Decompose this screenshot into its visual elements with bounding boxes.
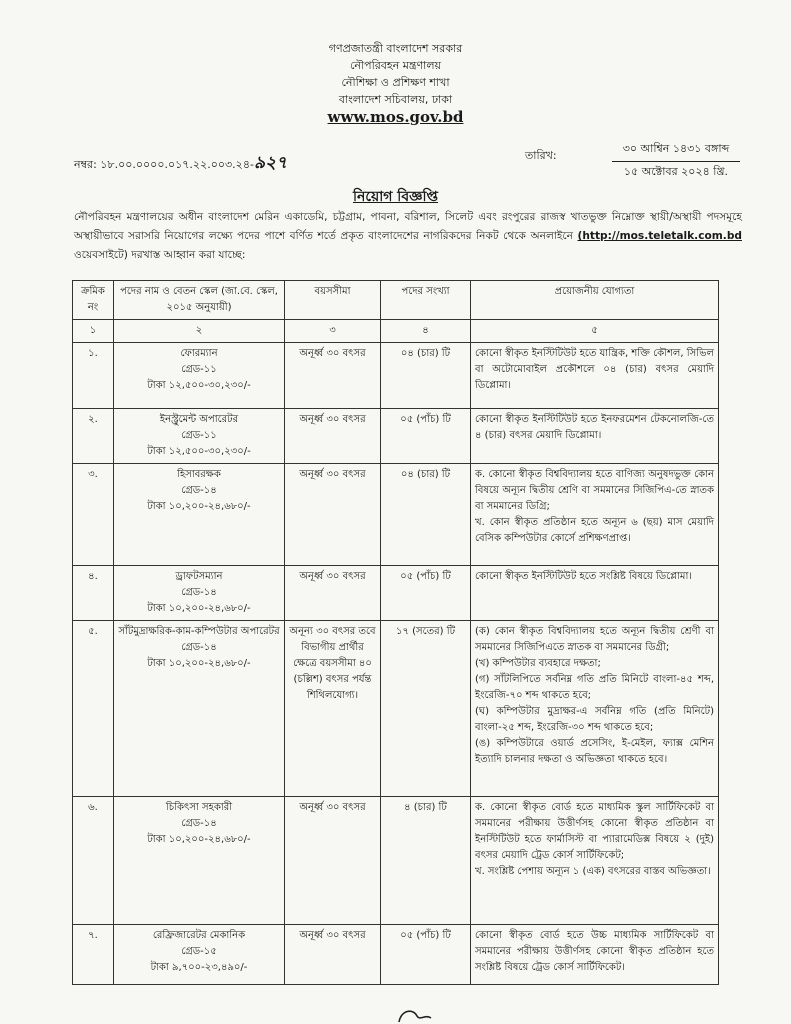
post-line: সাঁটমুদ্রাক্ষরিক-কাম-কম্পিউটার অপারেটর: [118, 626, 280, 637]
row-post-count: ০৪ (চার) টি: [381, 343, 471, 409]
row-age-limit: অনূর্ধ্ব ৩০ বৎসর: [285, 925, 381, 985]
row-post: [114, 409, 285, 464]
row-post: [114, 464, 285, 566]
qualification-line: কোনো স্বীকৃত ইনস্টিটিউট হতে সংশ্লিষ্ট বিষয়ে ডিপ্লোমা।: [475, 571, 692, 582]
post-line: টাকা ১০,২০০-২৪,৬৮০/-: [147, 501, 251, 512]
header-count: পদের সংখ্যা: [381, 281, 471, 320]
qualification-line: (ঘ) কম্পিউটার মুদ্রাক্ষর-এ সর্বনিম্ন গতি (প্রতি মিনিটে) বাংলা-২৫ শব্দ, ইংরেজি-৩০ শব্দ থাকতে হবে;: [475, 706, 714, 733]
office-location: বাংলাদেশ সচিবালয়, ঢাকা: [338, 93, 453, 106]
qualification-line: (ঙ) কম্পিউটারে ওয়ার্ড প্রসেসিং, ই-মেইল, ফ্যাক্স মেশিন ইত্যাদি চালনার দক্ষতা ও অভিজ্ঞতা থাকতে হবে।: [475, 738, 714, 765]
row-post: [114, 797, 285, 925]
qualification-line: কোনো স্বীকৃত বোর্ড হতে উচ্চ মাধ্যমিক সার্টিফিকেট বা সমমানের পরীক্ষায় উত্তীর্ণসহ কোনো স্বীকৃত প্রতিষ্ঠান হতে সংশ্লিষ্ট বিষয়ে ট্রেড কোর্স সার্টিফিকেট।: [475, 930, 714, 973]
notice-title: [0, 185, 791, 209]
row-age-limit: অনূর্ধ্ব ৩০ বৎসর: [285, 343, 381, 409]
column-number: ৫: [471, 320, 719, 343]
table-row: [73, 925, 719, 985]
post-line: হিসাবরক্ষক: [177, 469, 221, 480]
post-line: রেফ্রিজারেটর মেকানিক: [152, 930, 246, 941]
row-qualification: [471, 925, 719, 985]
qualification-line: কোনো স্বীকৃত ইনস্টিটিউট হতে ইনফরমেশন টেকনোলজি-তে ৪ (চার) বৎসর মেয়াদি ডিপ্লোমা।: [475, 414, 714, 441]
table-row: [73, 566, 719, 621]
qualification-line: (খ) কম্পিউটার ব্যবহারে দক্ষতা;: [475, 658, 601, 669]
column-number: ৪: [381, 320, 471, 343]
row-serial: ৬.: [73, 797, 114, 925]
signature-mark: [395, 1006, 435, 1024]
date-label: তারিখ:: [525, 149, 557, 162]
post-line: গ্রেড-১১: [181, 430, 217, 441]
letterhead: [0, 40, 791, 126]
website-link[interactable]: www.mos.gov.bd: [327, 108, 464, 126]
row-age-limit: অনূর্ধ্ব ৩০ বৎসর: [285, 566, 381, 621]
qualification-line: (ক) কোন স্বীকৃত বিশ্ববিদ্যালয় হতে অন্যূন দ্বিতীয় শ্রেণী বা সমমানের সিজিপিএতে স্নাতক বা সমমানের ডিগ্রী;: [475, 626, 714, 653]
row-serial: ২.: [73, 409, 114, 464]
post-line: টাকা ১০,২০০-২৪,৬৮০/-: [147, 658, 251, 669]
table-row: [73, 409, 719, 464]
post-line: টাকা ১২,৫০০-৩০,২৩০/-: [147, 380, 251, 391]
qualification-line: (গ) সাঁটলিপিতে সর্বনিম্ন গতি প্রতি মিনিটে বাংলা-৪৫ শব্দ, ইংরেজি-৭০ শব্দ থাকতে হবে;: [475, 674, 714, 701]
row-post-count: ০৪ (চার) টি: [381, 464, 471, 566]
post-line: গ্রেড-১১: [181, 364, 217, 375]
table-row: [73, 797, 719, 925]
row-serial: ৩.: [73, 464, 114, 566]
notice-title-text: নিয়োগ বিজ্ঞপ্তি: [352, 189, 439, 205]
header-qualification: প্রয়োজনীয় যোগ্যতা: [471, 281, 719, 320]
column-number: ২: [114, 320, 285, 343]
qualification-line: কোনো স্বীকৃত ইনস্টিটিউট হতে যান্ত্রিক, শক্তি কৌশল, সিভিল বা অটোমোবাইল প্রকৌশলে ০৪ (চার) বৎসর মেয়াদি ডিপ্লোমা।: [475, 348, 714, 391]
ministry-name: নৌপরিবহন মন্ত্রণালয়: [349, 59, 442, 72]
row-qualification: [471, 464, 719, 566]
section-name: নৌশিক্ষা ও প্রশিক্ষণ শাখা: [341, 76, 450, 89]
recruitment-table: [72, 280, 719, 985]
table-row: [73, 621, 719, 797]
post-line: গ্রেড-১৪: [181, 587, 217, 598]
row-serial: ১.: [73, 343, 114, 409]
row-qualification: [471, 409, 719, 464]
row-qualification: [471, 621, 719, 797]
row-age-limit: অনূর্ধ্ব ৩০ বৎসর: [285, 797, 381, 925]
government-name: গণপ্রজাতন্ত্রী বাংলাদেশ সরকার: [328, 42, 463, 55]
table-row: [73, 343, 719, 409]
date-gregorian: ১৫ অক্টোবর ২০২৪ খ্রি.: [623, 165, 729, 178]
row-age-limit: অনূর্ধ্ব ৩০ বৎসর: [285, 409, 381, 464]
column-number-row: [73, 320, 719, 343]
row-post-count: ০৫ (পাঁচ) টি: [381, 925, 471, 985]
memo-number: [74, 150, 287, 178]
row-age-limit: অনূন্য ৩০ বৎসর তবে বিভাগীয় প্রার্থীর ক্ষেত্রে বয়সসীমা ৪০ (চল্লিশ) বৎসর পর্যন্ত শিথিলযোগ্য।: [285, 621, 381, 797]
teletalk-link[interactable]: (http://mos.teletalk.com.bd: [577, 230, 742, 242]
row-serial: ৪.: [73, 566, 114, 621]
memo-number-text: নম্বর: ১৮.০০.০০০০.০১৭.২২.০০৩.২৪-: [74, 158, 254, 171]
row-serial: ৫.: [73, 621, 114, 797]
post-line: গ্রেড-১৪: [181, 642, 217, 653]
row-qualification: [471, 797, 719, 925]
row-post: [114, 621, 285, 797]
post-line: টাকা ১০,২০০-২৪,৬৮০/-: [147, 603, 251, 614]
intro-paragraph: [74, 208, 742, 265]
post-line: ড্রাফটসম্যান: [175, 571, 223, 582]
post-line: টাকা ১০,২০০-২৪,৬৮০/-: [147, 834, 251, 845]
column-number: ৩: [285, 320, 381, 343]
date-bangla: ৩০ আশ্বিন ১৪৩১ বঙ্গাব্দ: [612, 140, 740, 162]
qualification-line: ক. কোনো স্বীকৃত বোর্ড হতে মাধ্যমিক স্কুল সার্টিফিকেট বা সমমানের পরীক্ষায় উত্তীর্ণসহ কোনো স্বীকৃত প্রতিষ্ঠান বা ইনস্টিটিউট হতে ফার্মাসিস্ট বা প্যারামেডিক্স বিষয়ে ২ (দুই) বৎসর মেয়াদি ট্রেড কোর্স সার্টিফিকেট;: [475, 802, 714, 861]
table-header-row: [73, 281, 719, 320]
intro-tail: ওয়েবসাইটে) দরখাস্ত আহ্বান করা যাচ্ছে:: [74, 249, 246, 261]
row-qualification: [471, 343, 719, 409]
row-serial: ৭.: [73, 925, 114, 985]
qualification-line: খ. কোন স্বীকৃত প্রতিষ্ঠান হতে অন্যূন ৬ (ছয়) মাস মেয়াদি বেসিক কম্পিউটার কোর্সে প্রশিক্ষণপ্রাপ্ত।: [475, 517, 714, 544]
post-line: ফোরম্যান: [180, 348, 218, 359]
row-post-count: ০৫ (পাঁচ) টি: [381, 409, 471, 464]
row-age-limit: অনূর্ধ্ব ৩০ বৎসর: [285, 464, 381, 566]
row-post: [114, 925, 285, 985]
post-line: গ্রেড-১৪: [181, 818, 217, 829]
row-post-count: ৪ (চার) টি: [381, 797, 471, 925]
memo-handwritten-suffix: ৯২৭: [253, 153, 288, 173]
table-row: [73, 464, 719, 566]
post-line: গ্রেড-১৪: [181, 485, 217, 496]
column-number: ১: [73, 320, 114, 343]
header-serial: ক্রমিক নং: [73, 281, 114, 320]
row-post-count: ০৫ (পাঁচ) টি: [381, 566, 471, 621]
row-post: [114, 566, 285, 621]
row-post: [114, 343, 285, 409]
qualification-line: ক. কোনো স্বীকৃত বিশ্ববিদ্যালয় হতে বাণিজ্য অনুষদভুক্ত কোন বিষয়ে অন্যূন দ্বিতীয় শ্রেণি বা সমমানের সিজিপিএ-তে স্নাতক বা সমমানের ডিগ্রি;: [475, 469, 714, 512]
intro-text: নৌপরিবহন মন্ত্রণালয়ের অধীন বাংলাদেশ মেরিন একাডেমি, চট্টগ্রাম, পাবনা, বরিশাল, সিলেট এবং রংপুরের রাজস্ব খাতভুক্ত নিম্নোক্ত স্থায়ী/অস্থায়ী পদসমূহে অস্থায়ীভাবে সরাসরি নিয়োগের লক্ষ্যে পদের পাশে বর্ণিত শর্তে প্রকৃত বাংলাদেশের নাগরিকদের নিকট থেকে অনলাইনে: [74, 211, 742, 242]
post-line: টাকা ৯,৭০০-২৩,৪৯০/-: [150, 962, 248, 973]
row-qualification: [471, 566, 719, 621]
row-post-count: ১৭ (সতের) টি: [381, 621, 471, 797]
post-line: টাকা ১২,৫০০-৩০,২৩০/-: [147, 446, 251, 457]
post-line: চিকিৎসা সহকারী: [165, 802, 233, 813]
header-age: বয়সসীমা: [285, 281, 381, 320]
qualification-line: খ. সংশ্লিষ্ট পেশায় অন্যূন ১ (এক) বৎসরের বাস্তব অভিজ্ঞতা।: [475, 866, 711, 877]
post-line: গ্রেড-১৫: [181, 946, 217, 957]
post-line: ইনস্ট্রুমেন্ট অপারেটর: [159, 414, 239, 425]
header-post: পদের নাম ও বেতন স্কেল (জা.বে. স্কেল, ২০১৫ অনুযায়ী): [114, 281, 285, 320]
